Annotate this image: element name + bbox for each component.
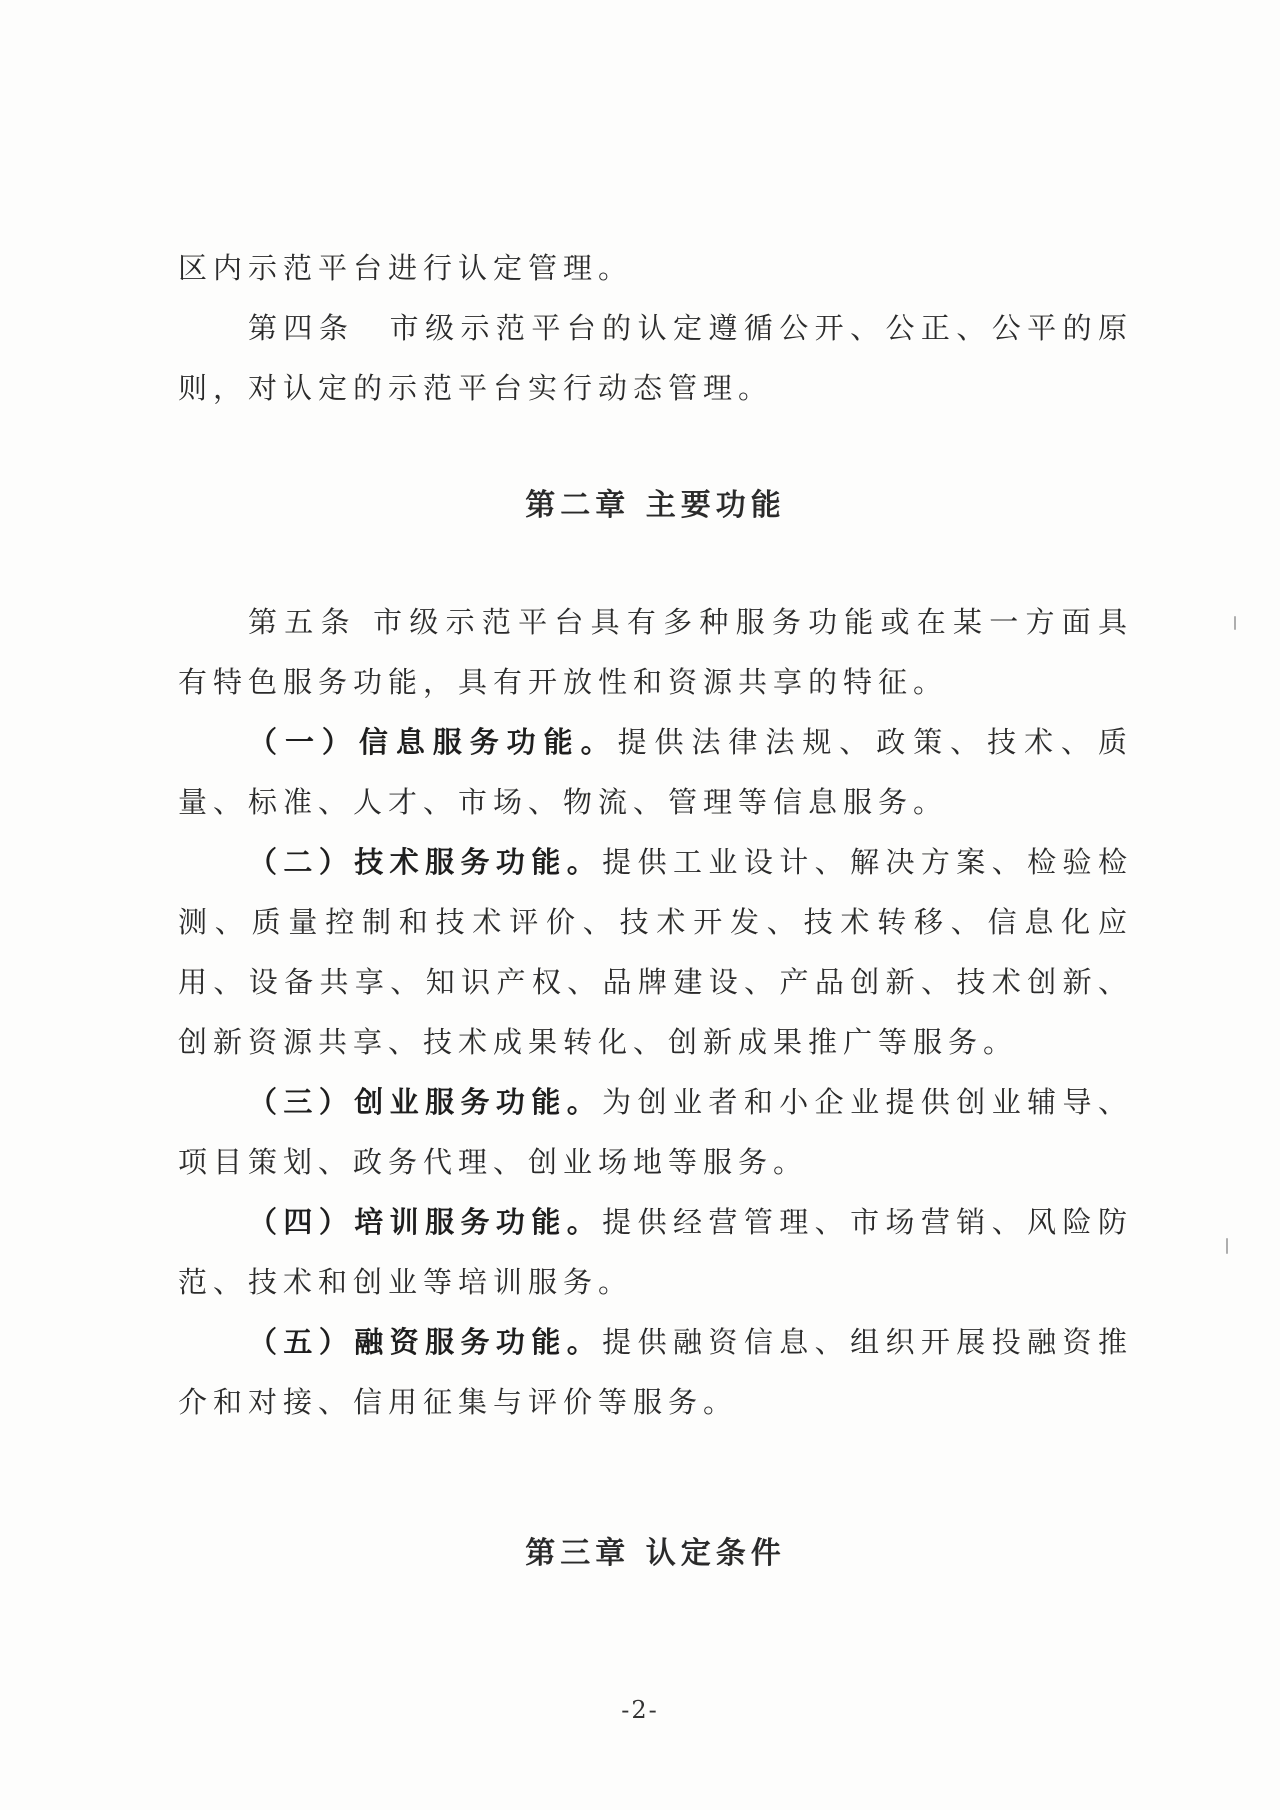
item-4-label: （四）培训服务功能。	[248, 1205, 603, 1239]
item-4-text: 提供经营管理、市场营销、风险防范、技术和创业等培训服务。	[178, 1205, 1133, 1299]
item-1-label: （一）信息服务功能。	[248, 725, 618, 759]
page-number: -2-	[621, 1696, 659, 1724]
item-4-paragraph	[178, 1192, 1133, 1312]
item-2-label: （二）技术服务功能。	[248, 845, 603, 879]
article-4-paragraph: 第四条 市级示范平台的认定遵循公开、公正、公平的原则，对认定的示范平台实行动态管理。	[178, 311, 1133, 405]
item-1-paragraph	[178, 712, 1133, 832]
item-3-paragraph	[178, 1072, 1133, 1192]
item-3-text: 为创业者和小企业提供创业辅导、项目策划、政务代理、创业场地等服务。	[178, 1085, 1133, 1179]
article-5-paragraph: 第五条 市级示范平台具有多种服务功能或在某一方面具有特色服务功能，具有开放性和资源共享的特征。	[178, 605, 1133, 699]
chapter-3-heading: 第三章 认定条件	[525, 1536, 786, 1571]
scan-mark	[1234, 616, 1236, 630]
item-2-text: 提供工业设计、解决方案、检验检测、质量控制和技术评价、技术开发、技术转移、信息化应用、设备共享、知识产权、品牌建设、产品创新、技术创新、创新资源共享、技术成果转化、创新成果推广等服务。	[178, 845, 1133, 1059]
item-5-text: 提供融资信息、组织开展投融资推介和对接、信用征集与评价等服务。	[178, 1325, 1133, 1419]
item-2-paragraph	[178, 832, 1133, 1072]
item-5-label: （五）融资服务功能。	[248, 1325, 603, 1359]
item-5-paragraph	[178, 1312, 1133, 1432]
intro-paragraph: 区内示范平台进行认定管理。	[178, 251, 634, 285]
chapter-2-heading: 第二章 主要功能	[525, 488, 786, 523]
document-body	[178, 238, 1133, 1584]
item-1-text: 提供法律法规、政策、技术、质量、标准、人才、市场、物流、管理等信息服务。	[178, 725, 1133, 819]
scan-mark	[1226, 1238, 1228, 1254]
item-3-label: （三）创业服务功能。	[248, 1085, 603, 1119]
